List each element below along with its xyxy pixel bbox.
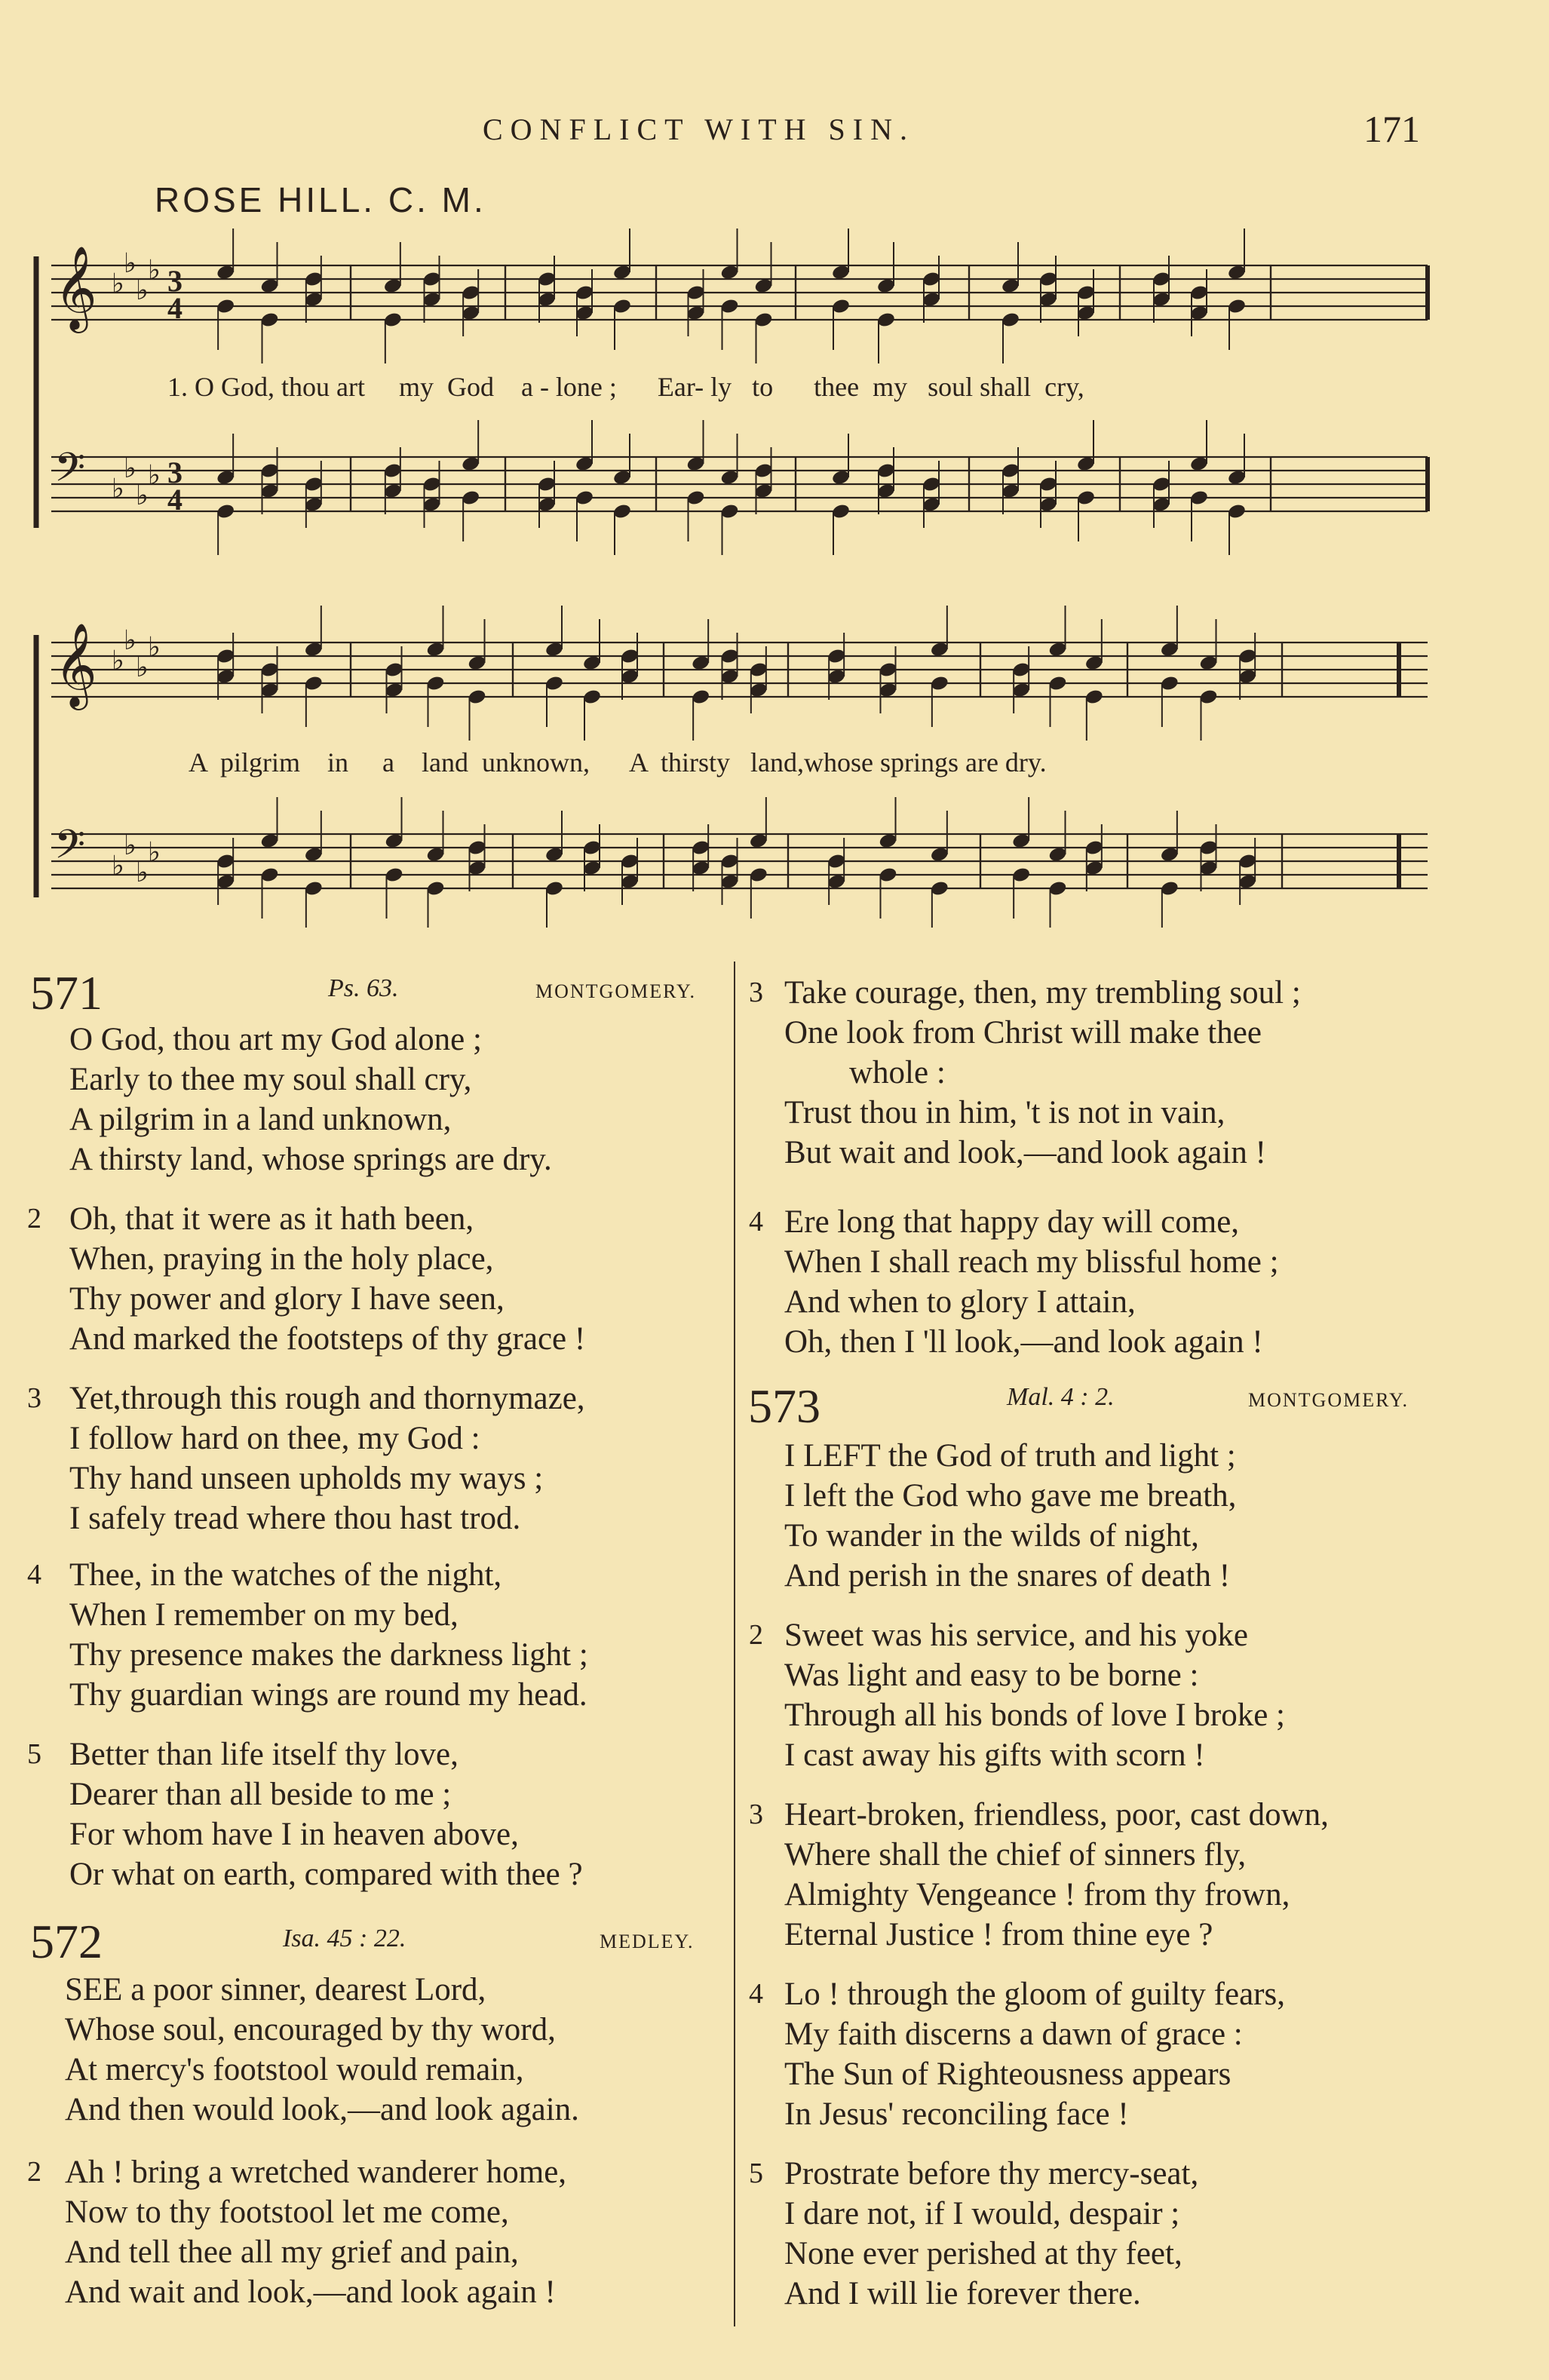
bass-clef: 𝄢 [54,822,86,878]
stanza-573-1: I LEFT the God of truth and light ; I left the God who gave me breath, To wander in the wilds of night, And perish in the snares of death ! [784,1438,1237,1593]
time-signature-bottom: 4 [167,483,183,517]
stanza-571-4: Thee, in the watches of the night, When I remember on my bed, Thy presence makes the darkness light ; Thy guardian wings are round my head. [69,1557,588,1713]
flat-sign: ♭ [148,255,161,285]
flat-sign: ♭ [112,268,124,299]
stanza-573-5: Prostrate before thy mercy-seat, I dare not, if I would, despair ; None ever perished at thy feet, And I will lie forever there. [784,2156,1199,2311]
time-signature-top: 3 [167,264,183,298]
hymn-ref-573: Mal. 4 : 2. [1007,1383,1115,1411]
stanza-num: 3 [27,1382,41,1414]
time-signature-top: 3 [167,455,183,489]
tune-lyric-line-2: A pilgrim in a land unknown, A thirsty land,whose springs are dry. [189,747,1047,777]
flat-sign: ♭ [148,632,161,662]
tune-title: ROSE HILL. C. M. [155,180,486,219]
flat-sign: ♭ [124,830,136,860]
music-score [0,0,1549,928]
flat-sign: ♭ [124,248,136,278]
flat-sign: ♭ [124,453,136,483]
bass-clef: 𝄢 [54,445,86,501]
stanza-573-3: Heart-broken, friendless, poor, cast down, Where shall the chief of sinners fly, Almighty Vengeance ! from thy frown, Eternal Justice ! from thine eye ? [784,1797,1329,1952]
stanza-num: 4 [27,1559,41,1590]
stanza-num: 2 [27,2156,41,2188]
hymn-ref-572: Isa. 45 : 22. [283,1925,406,1952]
tune-lyric-line-1: 1. O God, thou art my God a - lone ; Ear- ly to thee my soul shall cry, [167,372,1084,402]
stanza-num: 3 [749,977,763,1008]
flat-sign: ♭ [136,480,149,511]
hymn-number-573: 573 [748,1379,821,1433]
stanza-num: 5 [27,1738,41,1770]
stanza-572-3: Take courage, then, my trembling soul ; One look from Christ will make thee whole : Trust thou in him, 't is not in vain, But wait and look,—and look again ! [784,975,1301,1170]
stanza-571-2: Oh, that it were as it hath been, When, praying in the holy place, Thy power and glory I have seen, And marked the footsteps of thy grace ! [69,1201,586,1357]
flat-sign: ♭ [148,837,161,867]
stanza-num: 3 [749,1799,763,1830]
column-divider [734,962,735,2326]
hymn-author-571: MONTGOMERY. [535,980,696,1002]
flat-sign: ♭ [136,857,149,888]
stanza-571-5: Better than life itself thy love, Dearer than all beside to me ; For whom have I in heaven above, Or what on earth, compared with thee ? [69,1737,583,1892]
stanza-571-3: Yet,through this rough and thornymaze, I follow hard on thee, my God : Thy hand unseen upholds my ways ; I safely tread where thou hast trod. [69,1381,585,1536]
flat-sign: ♭ [124,625,136,655]
hymn-number-572: 572 [30,1915,103,1968]
stanza-num: 2 [749,1619,763,1651]
stanza-571-1: O God, thou art my God alone ; Early to thee my soul shall cry, A pilgrim in a land unknown, A thirsty land, whose springs are dry. [69,1022,552,1177]
stanza-573-4: Lo ! through the gloom of guilty fears, My faith discerns a dawn of grace : The Sun of Righteousness appears In Jesus' reconciling face ! [784,1977,1285,2132]
hymn-author-573: MONTGOMERY. [1248,1389,1409,1411]
stanza-572-4: Ere long that happy day will come, When I shall reach my blissful home ; And when to glory I attain, Oh, then I 'll look,—and look again ! [784,1204,1279,1360]
flat-sign: ♭ [136,275,149,305]
stanza-573-2: Sweet was his service, and his yoke Was light and easy to be borne : Through all his bonds of love I broke ; I cast away his gifts with scorn ! [784,1618,1286,1773]
stanza-num: 4 [749,1978,763,2010]
running-head: CONFLICT WITH SIN. [483,112,915,146]
hymn-author-572: MEDLEY. [600,1931,695,1952]
flat-sign: ♭ [136,652,149,682]
stanza-572-1: SEE a poor sinner, dearest Lord, Whose soul, encouraged by thy word, At mercy's footstool would remain, And then would look,—and look again. [65,1972,579,2127]
flat-sign: ♭ [148,460,161,490]
stanza-572-2: Ah ! bring a wretched wanderer home, Now to thy footstool let me come, And tell thee all my grief and pain, And wait and look,—and look again ! [65,2155,567,2310]
flat-sign: ♭ [112,474,124,504]
flat-sign: ♭ [112,646,124,676]
page-number: 171 [1363,108,1420,150]
stanza-num: 2 [27,1203,41,1234]
stanza-num: 5 [749,2158,763,2189]
hymn-ref-571: Ps. 63. [328,974,399,1002]
hymn-number-571: 571 [30,966,103,1020]
treble-clef: 𝄞 [54,245,97,330]
time-signature-bottom: 4 [167,291,183,325]
flat-sign: ♭ [112,851,124,881]
treble-clef: 𝄞 [54,622,97,707]
stanza-num: 4 [749,1206,763,1238]
